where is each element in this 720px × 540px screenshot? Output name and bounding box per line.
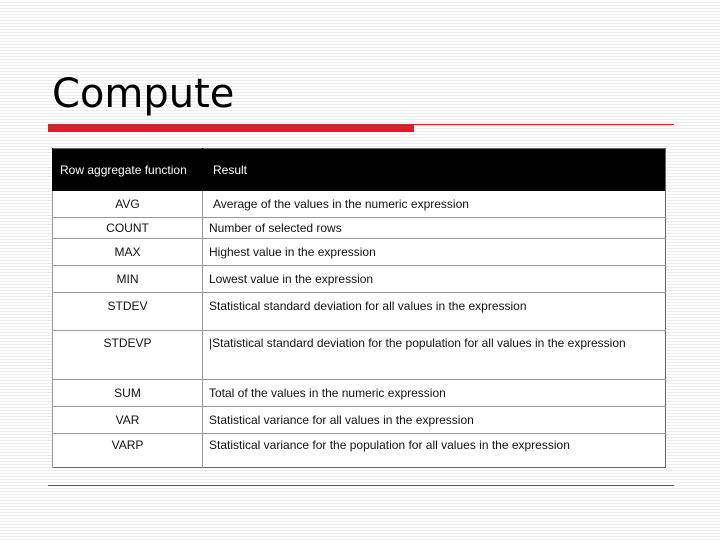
- function-cell: VARP: [53, 433, 203, 467]
- aggregate-functions-table: [52, 148, 666, 468]
- table-row: [53, 406, 666, 433]
- function-cell: SUM: [53, 379, 203, 406]
- function-cell: STDEVP: [53, 330, 203, 379]
- header-result: Result: [203, 149, 666, 192]
- table-row: [53, 292, 666, 330]
- result-cell: |Statistical standard deviation for the population for all values in the expression: [203, 330, 666, 379]
- table-header-row: [53, 149, 666, 192]
- function-cell: AVG: [53, 191, 203, 217]
- table-row: [53, 238, 666, 265]
- result-cell: Number of selected rows: [203, 217, 666, 238]
- title-underline-bar: [48, 124, 414, 132]
- table-row: [53, 433, 666, 467]
- title-underline-line: [414, 124, 674, 125]
- slide-title: Compute: [52, 71, 235, 117]
- result-cell: Statistical variance for the population for all values in the expression: [203, 433, 666, 467]
- table-row: [53, 217, 666, 238]
- function-cell: VAR: [53, 406, 203, 433]
- table-row: [53, 191, 666, 217]
- footer-line: [48, 485, 674, 486]
- table-row: [53, 265, 666, 292]
- function-cell: MIN: [53, 265, 203, 292]
- result-cell: Total of the values in the numeric expression: [203, 379, 666, 406]
- result-cell: Lowest value in the expression: [203, 265, 666, 292]
- result-cell: Highest value in the expression: [203, 238, 666, 265]
- function-cell: MAX: [53, 238, 203, 265]
- result-cell: Average of the values in the numeric expression: [203, 191, 666, 217]
- header-function: Row aggregate function: [53, 149, 203, 192]
- table-row: [53, 379, 666, 406]
- result-cell: Statistical variance for all values in the expression: [203, 406, 666, 433]
- result-cell: Statistical standard deviation for all values in the expression: [203, 292, 666, 330]
- function-cell: STDEV: [53, 292, 203, 330]
- function-cell: COUNT: [53, 217, 203, 238]
- table-row: [53, 330, 666, 379]
